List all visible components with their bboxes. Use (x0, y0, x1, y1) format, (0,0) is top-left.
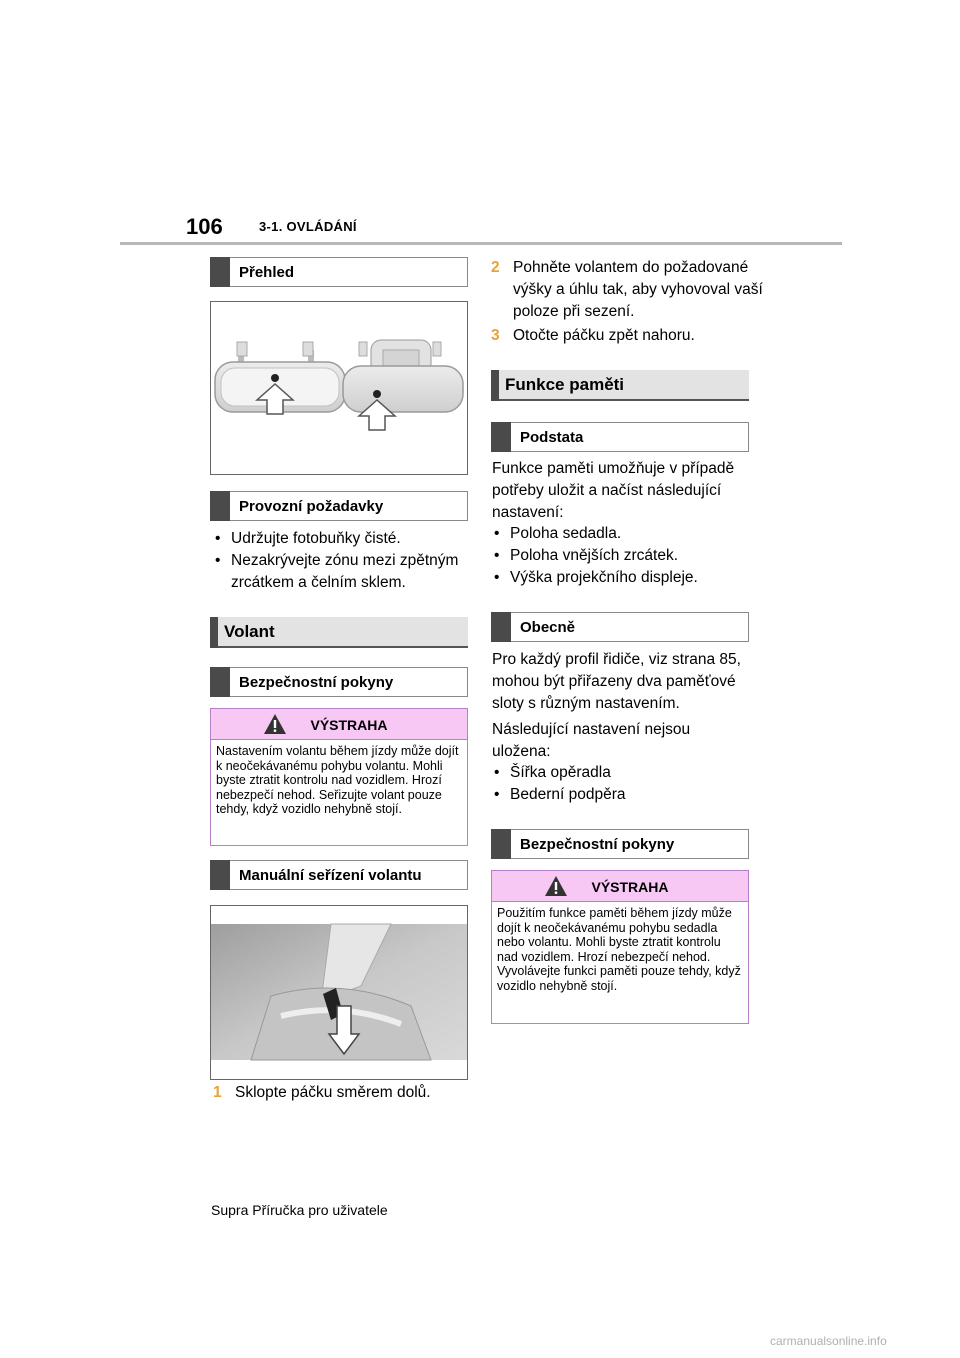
heading-provozni: Provozní požadavky (210, 491, 468, 521)
podstata-text: Funkce paměti umožňuje v případě potřeby uložit a načíst následující nastavení: (492, 460, 735, 521)
list-item: • Poloha sedadla. (492, 523, 767, 545)
mirror-illustration (210, 301, 468, 475)
warning-title: VÝSTRAHA (310, 717, 388, 733)
step-3: 3 Otočte páčku zpět nahoru. (491, 327, 695, 344)
warning-title: VÝSTRAHA (591, 879, 669, 895)
list-item: • Bederní podpěra (492, 784, 767, 806)
warning-text: Nastavením volantu během jízdy může dojít k neočekávanému pohybu volantu. Mohli byste ztratit kontrolu nad vozidlem. Hrozí nebezpečí nehod. Seřizujte volant pouze tehdy, když vozidlo nehybně stojí. (211, 739, 467, 845)
list-item: • Výška projekčního displeje. (492, 567, 767, 589)
obecne-paragraph-2: Následující nastavení nejsou uložena: (492, 721, 691, 760)
step-2: 2 Pohněte volantem do požadované výšky a úhlu tak, aby vyhovoval vaší poloze při sezení. (491, 259, 763, 320)
list-item: • Šířka opěradla (492, 762, 767, 784)
footer: Supra Příručka pro uživatele (211, 1202, 388, 1218)
heading-bezpecnost-right: Bezpečnostní pokyny (491, 829, 749, 859)
list-item: • Poloha vnějších zrcátek. (492, 545, 767, 567)
chapter-title: 3-1. OVLÁDÁNÍ (259, 219, 357, 234)
watermark: carmanualsonline.info (770, 1334, 887, 1348)
warning-box-memory (491, 870, 749, 1024)
list-item: • Nezakrývejte zónu mezi zpětným zrcátkem a čelním sklem. (213, 550, 486, 594)
obecne-paragraph-1: Pro každý profil řidiče, viz strana 85, mohou být přiřazeny dva paměťové sloty s různým nastavením. (492, 651, 741, 712)
warning-text: Použitím funkce paměti během jízdy může dojít k neočekávanému pohybu sedadla nebo volantu. Mohli byste ztratit kontrolu nad vozidlem. Hrozí nebezpečí nehod. Vyvolávejte funkci paměti pouze tehdy, když vozidlo nehybně stojí. (492, 901, 748, 1023)
section-volant: Volant (210, 617, 468, 648)
heading-manualni: Manuální seřízení volantu (210, 860, 468, 890)
header-rule (120, 242, 842, 245)
list-item: • Udržujte fotobuňky čisté. (213, 528, 486, 550)
heading-prehled: Přehled (210, 257, 468, 287)
warning-box-steering (210, 708, 468, 846)
steering-lever-illustration (210, 905, 468, 1080)
section-funkce-pameti: Funkce paměti (491, 370, 749, 401)
heading-bezpecnost-left: Bezpečnostní pokyny (210, 667, 468, 697)
page-number: 106 (186, 214, 223, 239)
heading-podstata: Podstata (491, 422, 749, 452)
heading-obecne: Obecně (491, 612, 749, 642)
step-1: 1 Sklopte páčku směrem dolů. (213, 1084, 431, 1101)
